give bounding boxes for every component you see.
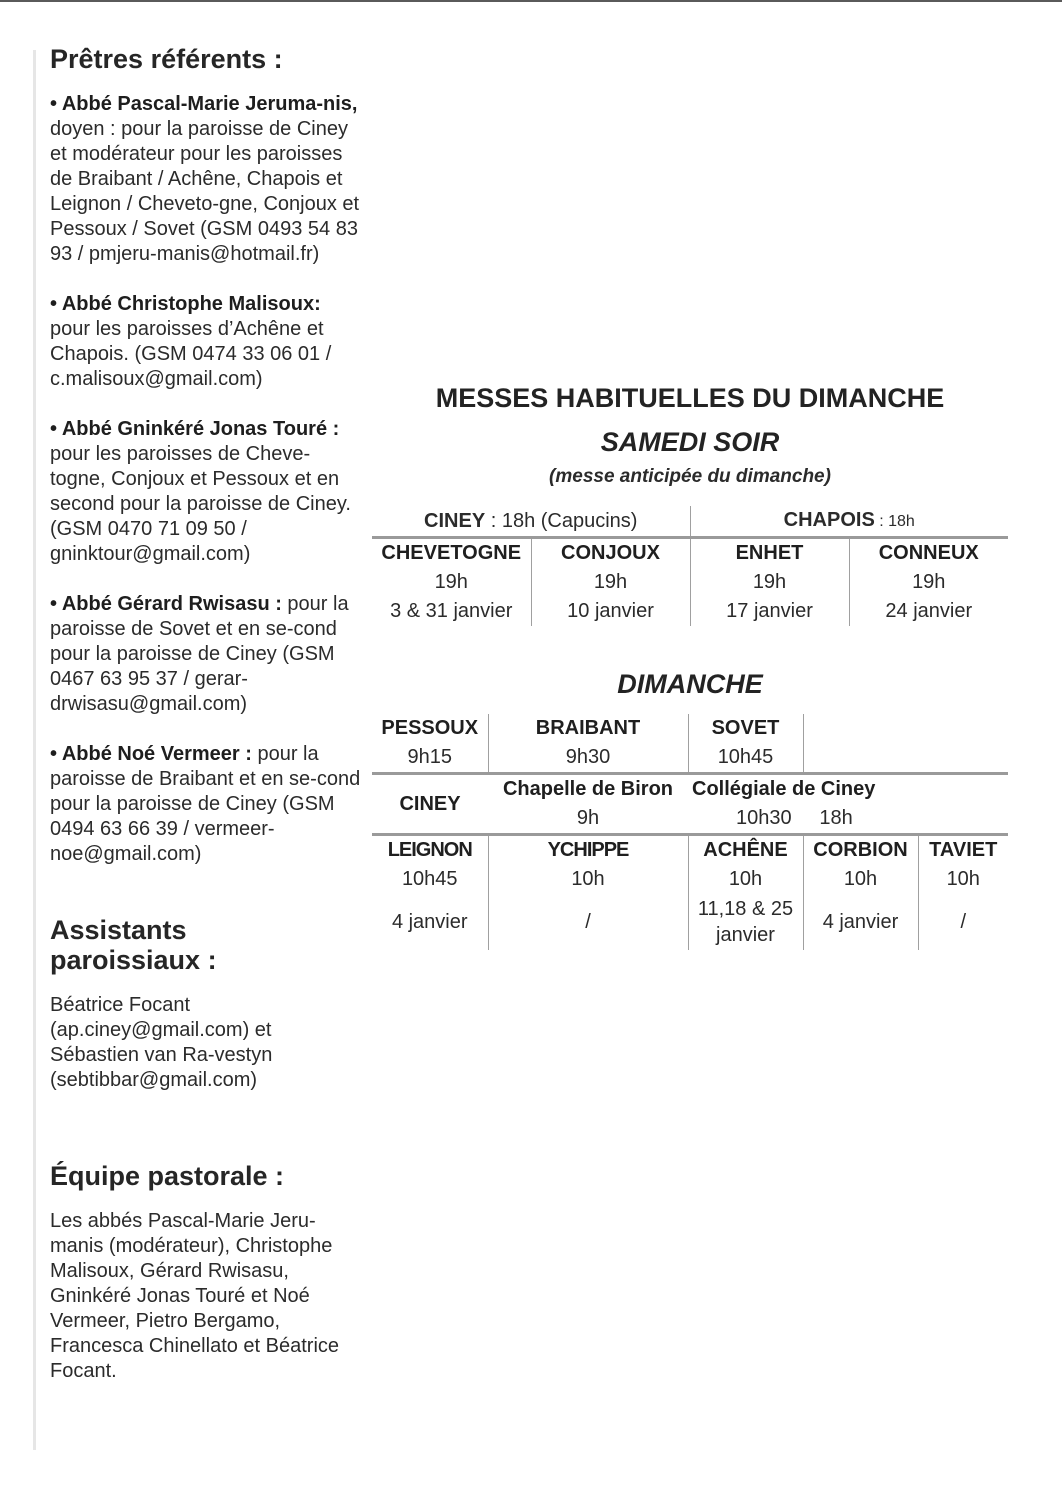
saturday-table: [372, 506, 1008, 626]
sunday-table: [372, 714, 1008, 950]
mass-date: 3 & 31 janvier: [372, 597, 531, 626]
mass-date: 4 janvier: [803, 894, 918, 950]
mass-time: 10h: [803, 865, 918, 894]
biron-chapel: Chapelle de Biron: [488, 774, 688, 805]
priest-entry: • Abbé Gninkéré Jonas Touré : pour les paroisses de Cheve-togne, Conjoux et Pessoux et en second pour la paroisse de Ciney. (GSM 0470 71 09 50 / gninktour@gmail.com): [50, 418, 351, 565]
mass-date: /: [488, 894, 688, 950]
priests-heading: Prêtres référents :: [50, 44, 283, 74]
priest-entry: • Abbé Gérard Rwisasu : pour la paroisse de Sovet et en se-cond pour la paroisse de Ciney (GSM 0467 63 95 37 / gerar-drwisasu@gmail.com): [50, 593, 349, 715]
place-name: ACHÊNE: [688, 835, 803, 866]
contacts-column: [50, 44, 362, 1409]
sidebar-rule: [33, 50, 36, 1450]
mass-time: 19h: [690, 568, 849, 597]
mass-time: 19h: [912, 571, 946, 593]
biron-time: 9h: [576, 807, 600, 829]
top-border: [0, 0, 1062, 2]
place-name: SOVET: [688, 714, 803, 743]
mass-time: 10h: [688, 865, 803, 894]
mass-date: 24 janvier: [885, 600, 973, 622]
place-name: TAVIET: [918, 835, 1008, 866]
priest-entry: • Abbé Christophe Malisoux: pour les paroisses d’Achêne et Chapois. (GSM 0474 33 06 01 / c.malisoux@gmail.com): [50, 293, 332, 390]
mass-date: /: [960, 911, 967, 933]
place-name: ENHET: [690, 538, 849, 569]
place-name: LEIGNON: [372, 835, 488, 866]
sunday-title: DIMANCHE: [617, 669, 763, 699]
place-name: CORBION: [803, 835, 918, 866]
priest-entry: • Abbé Noé Vermeer : pour la paroisse de Braibant et en se-cond pour la paroisse de Ciney (GSM 0494 63 66 39 / vermeer-noe@gmail.com): [50, 743, 361, 865]
mass-time: 10h: [488, 865, 688, 894]
collegiale-times: 10h30 18h: [736, 807, 853, 829]
place-name: PESSOUX: [372, 714, 488, 743]
mass-time: 10h45: [372, 865, 488, 894]
place-name: YCHIPPE: [488, 835, 688, 866]
mass-date: 10 janvier: [531, 597, 690, 626]
mass-time: 10h: [946, 868, 980, 890]
masses-title: MESSES HABITUELLES DU DIMANCHE: [435, 383, 945, 413]
place-name: BRAIBANT: [488, 714, 688, 743]
mass-time: 9h15: [372, 743, 488, 774]
place-name: CHEVETOGNE: [372, 538, 531, 569]
mass-time: 10h45: [688, 743, 803, 774]
team-heading: Équipe pastorale :: [50, 1161, 285, 1191]
assistants-text: Béatrice Focant (ap.ciney@gmail.com) et Sébastien van Ra-vestyn (sebtibbar@gmail.com): [50, 994, 273, 1091]
place-name: CONJOUX: [531, 538, 690, 569]
mass-date: 17 janvier: [690, 597, 849, 626]
mass-date: 4 janvier: [372, 894, 488, 950]
saturday-note: (messe anticipée du dimanche): [549, 466, 831, 487]
chapois-saturday: CHAPOIS : 18h: [783, 509, 915, 531]
place-name: CONNEUX: [849, 538, 1008, 569]
mass-time: 19h: [372, 568, 531, 597]
masses-section: [372, 380, 1008, 950]
ciney-saturday: CINEY : 18h (Capucins): [372, 506, 690, 538]
ciney-sunday-label: CINEY: [372, 774, 488, 835]
team-text: Les abbés Pascal-Marie Jeru-manis (modérateur), Christophe Malisoux, Gérard Rwisasu, Gninkéré Jonas Touré et Noé Vermeer, Pietro Bergamo, Francesca Chinellato et Béatrice Focant.: [50, 1210, 340, 1382]
mass-time: 9h30: [488, 743, 688, 774]
collegiale-ciney: Collégiale de Ciney: [688, 774, 1008, 805]
priest-entry: • Abbé Pascal-Marie Jeruma-nis, doyen : pour la paroisse de Ciney et modérateur pour les paroisses de Braibant / Achêne, Chapois et Leignon / Cheveto-gne, Conjoux et Pessoux / Sovet (GSM 0493 54 83 93 / pmjeru-manis@hotmail.fr): [50, 93, 360, 265]
mass-time: 19h: [531, 568, 690, 597]
saturday-title: SAMEDI SOIR: [600, 427, 780, 457]
assistants-heading: Assistants paroissiaux :: [50, 915, 217, 975]
mass-date: 11,18 & 25 janvier: [688, 894, 803, 950]
